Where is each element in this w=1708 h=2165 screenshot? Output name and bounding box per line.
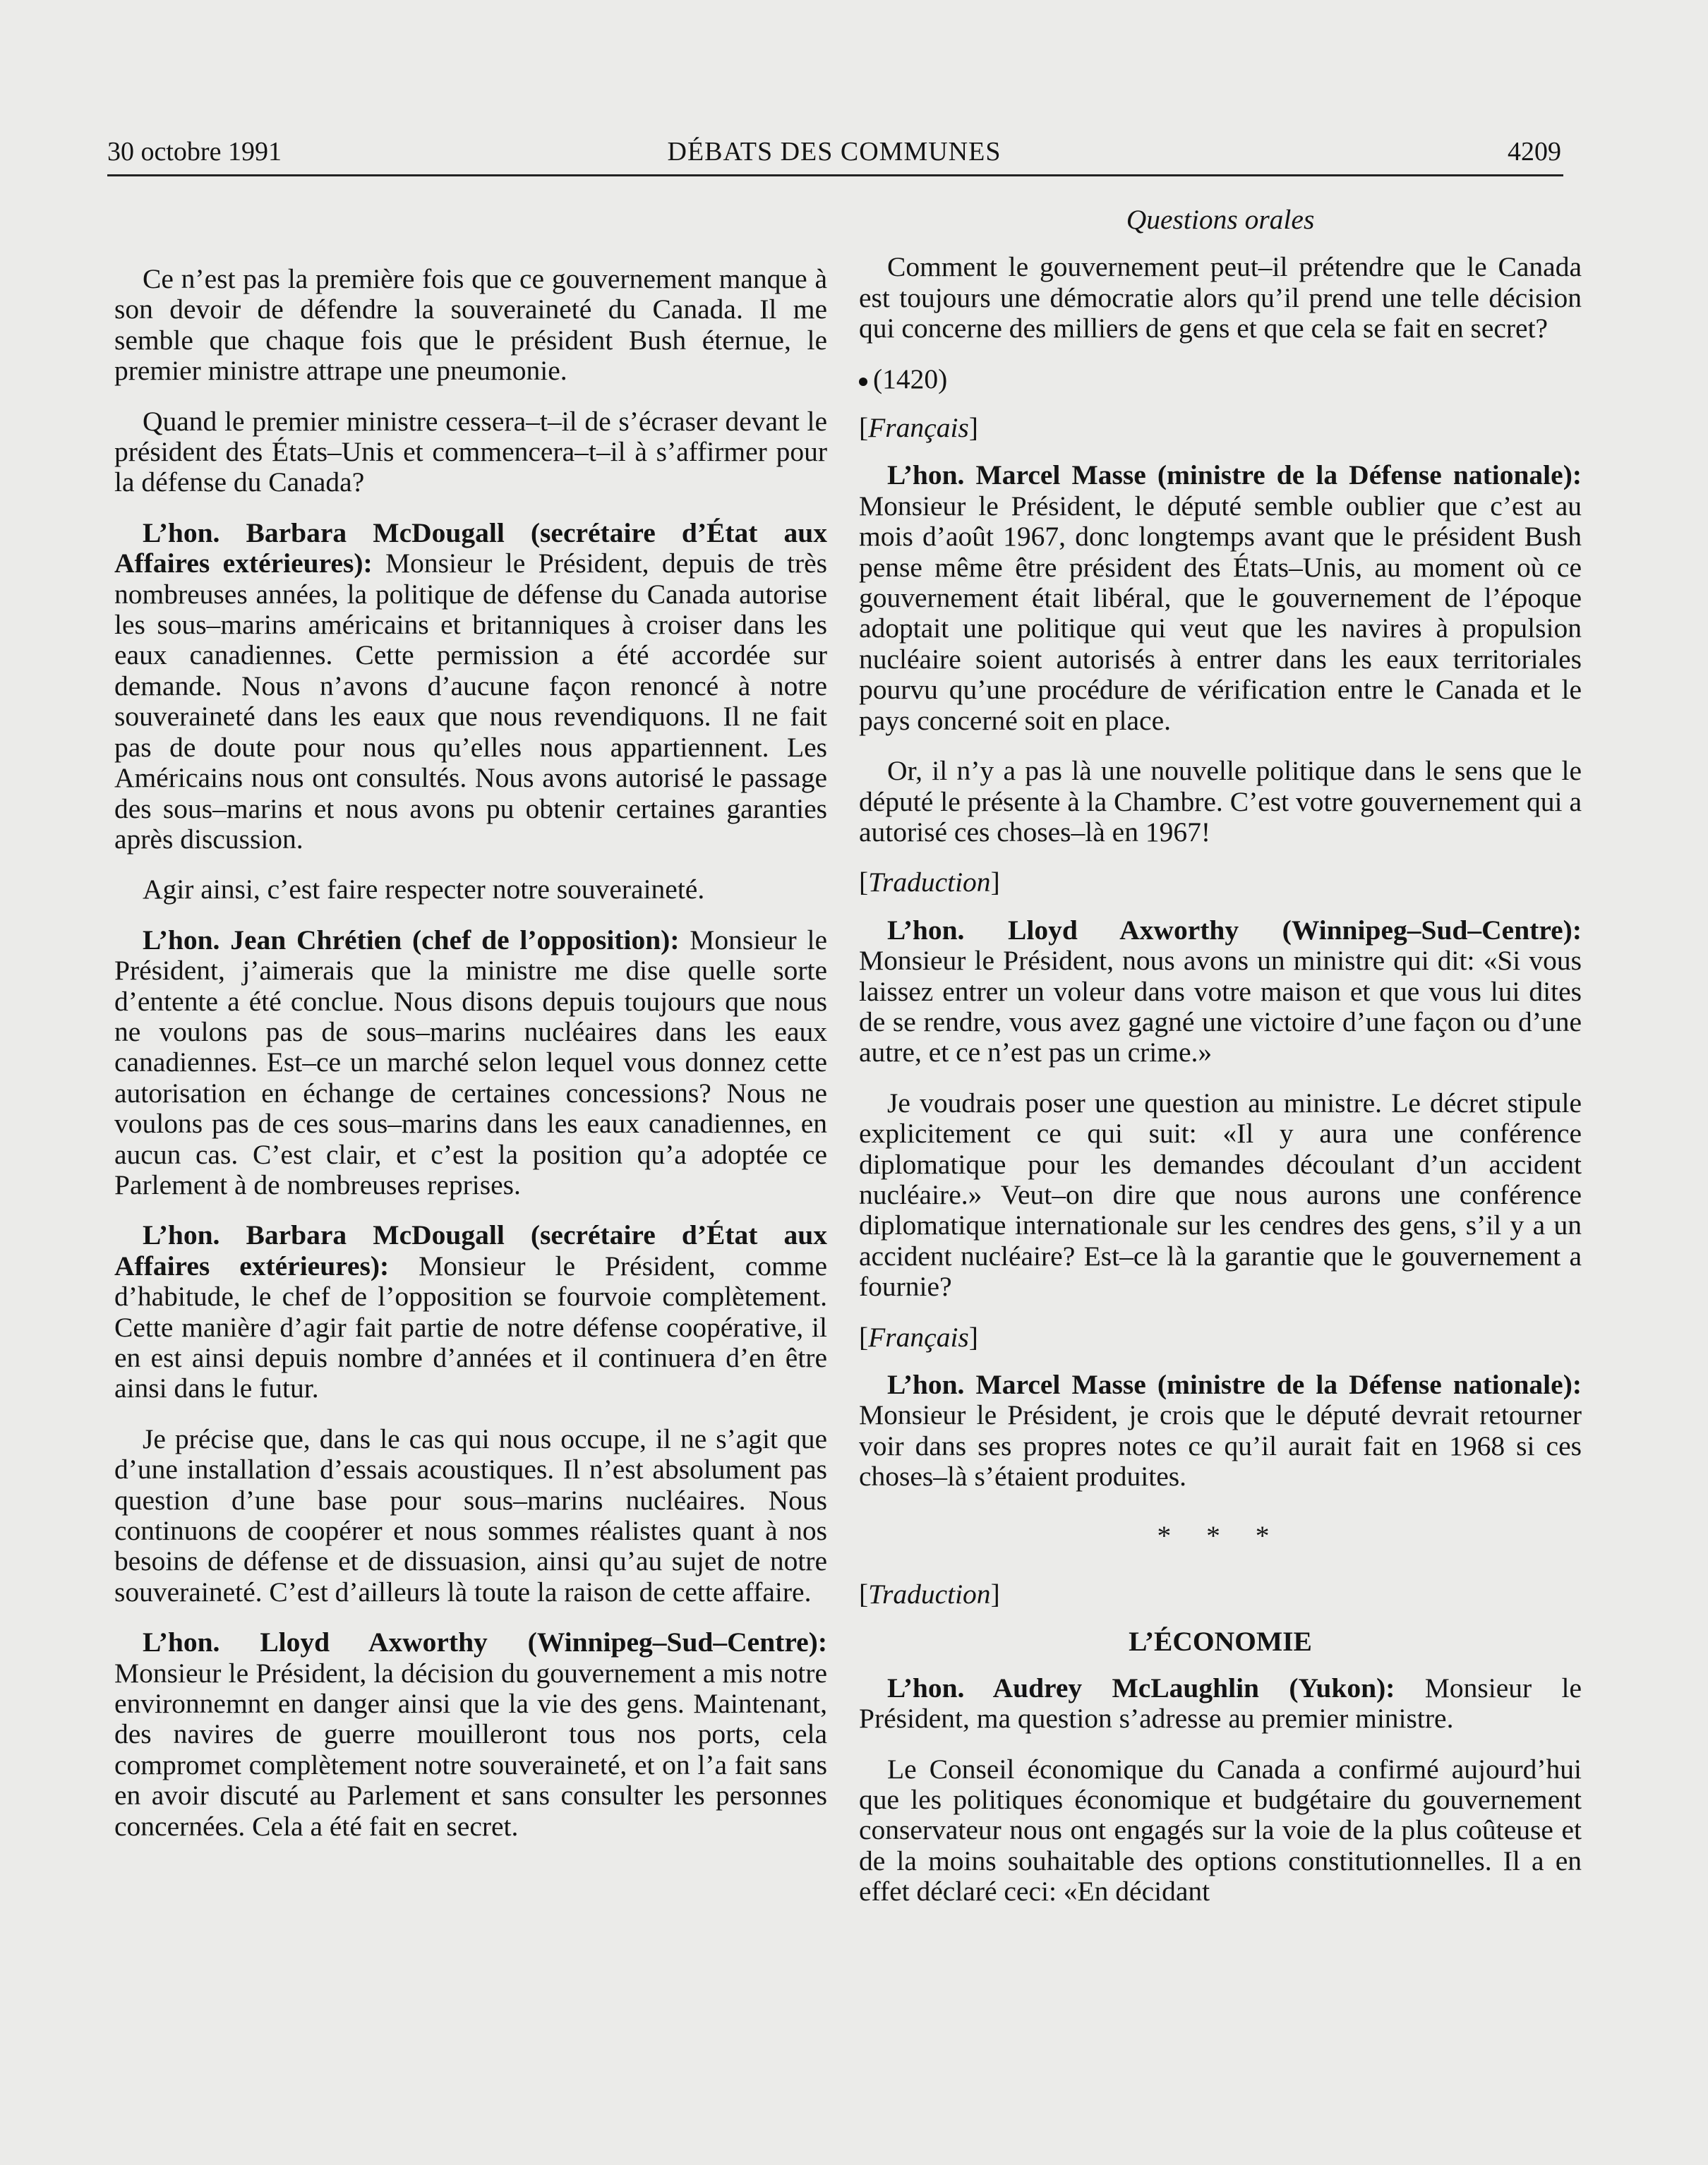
language-label: Français bbox=[868, 412, 969, 444]
time-text: (1420) bbox=[873, 363, 948, 394]
speaker-name: L’hon. Barbara McDougall (secrétaire d’État aux Affaires extérieures): bbox=[114, 1219, 827, 1281]
language-tag: [Français] bbox=[859, 412, 978, 444]
paragraph: Quand le premier ministre cessera–t–il de s’écraser devant le président des États–Unis et commencera–t–il à s’affirmer pour la défense du Canada? bbox=[114, 405, 827, 498]
time-marker bbox=[859, 364, 1582, 394]
page-number: 4209 bbox=[1508, 137, 1561, 167]
page-header bbox=[107, 136, 1561, 179]
speech-text: Monsieur le Président, comme d’habitude, le chef de l’opposition se fourvoie complètement. Cette manière d’agir fait partie de notre défense coopérative, il en est ainsi depuis nombre d’années et il continuera d’en être ainsi dans le futur. bbox=[114, 1250, 827, 1404]
paragraph bbox=[859, 1370, 1582, 1492]
left-column bbox=[114, 264, 827, 1862]
speech-text: Monsieur le Président, ma question s’adresse au premier ministre. bbox=[859, 1672, 1582, 1735]
language-label: Traduction bbox=[868, 867, 991, 898]
speech-text: Monsieur le Président, depuis de très nombreuses années, la politique de défense du Canada autorise les sous–marins américains et britanniques à croiser dans les eaux canadiennes. Cette permission a été accordée sur demande. Nous n’avons d’aucune façon renoncé à notre souveraineté dans les eaux que nous revendiquons. Il ne fait pas de doute pour nous qu’elles nous appartiennent. Les Américains nous ont consultés. Nous avons autorisé le passage des sous–marins et nous avons pu obtenir certaines garanties après discussion. bbox=[114, 548, 827, 855]
bullet-icon bbox=[859, 378, 867, 386]
paragraph: Or, il n’y a pas là une nouvelle politique dans le sens que le député le présente à la Chambre. C’est votre gouvernement qui a autorisé ces choses–là en 1967! bbox=[859, 755, 1582, 848]
speaker-name: L’hon. Lloyd Axworthy (Winnipeg–Sud–Centre): bbox=[887, 914, 1582, 946]
paragraph bbox=[114, 1220, 827, 1404]
speech-text: Monsieur le Président, je crois que le député devrait retourner voir dans ses propres notes ce qu’il aurait fait en 1968 si ces choses–là s’étaient produites. bbox=[859, 1399, 1582, 1492]
speech-text: Monsieur le Président, la décision du gouvernement a mis notre environnemnt en danger ainsi que la vie des gens. Maintenant, des navires de guerre mouilleront tous nos ports, cela compromet complètement notre souveraineté, et on l’a fait sans en avoir discuté au Parlement et sans consulter les personnes concernées. Cela a été fait en secret. bbox=[114, 1657, 827, 1842]
language-tag: [Traduction] bbox=[859, 867, 1000, 898]
paragraph bbox=[114, 1627, 827, 1842]
speaker-name: L’hon. Audrey McLaughlin (Yukon): bbox=[887, 1672, 1395, 1703]
speech-text: Monsieur le Président, j’aimerais que la ministre me dise quelle sorte d’entente a été conclue. Nous disons depuis toujours que nous ne voulons pas de sous–marins nucléaires dans les eaux canadiennes. Est–ce un marché selon lequel vous donnez cette autorisation en échange de certaines concessions? Nous ne voulons pas de ces sous–marins dans les eaux canadiennes, en aucun cas. C’est clair, et c’est la position qu’a adoptée ce Parlement à de nombreuses reprises. bbox=[114, 924, 827, 1200]
paragraph bbox=[859, 915, 1582, 1068]
speaker-name: L’hon. Barbara McDougall (secrétaire d’État aux Affaires extérieures): bbox=[114, 517, 827, 579]
speaker-name: L’hon. Marcel Masse (ministre de la Défense nationale): bbox=[887, 459, 1582, 491]
right-column bbox=[859, 205, 1582, 1927]
speaker-name: L’hon. Lloyd Axworthy (Winnipeg–Sud–Centre): bbox=[143, 1627, 827, 1658]
header-rule bbox=[107, 174, 1563, 176]
paragraph bbox=[114, 518, 827, 855]
language-tag: [Français] bbox=[859, 1321, 978, 1353]
speaker-name: L’hon. Jean Chrétien (chef de l’opposition): bbox=[143, 924, 680, 955]
paragraph bbox=[859, 1673, 1582, 1735]
paragraph: Je précise que, dans le cas qui nous occupe, il ne s’agit que d’une installation d’essais acoustiques. Il n’est absolument pas question d’une base pour sous–marins nucléaires. Nous continuons de coopérer et nous sommes réalistes quant à nos besoins de défense et de dissuasion, ainsi qu’au sujet de notre souveraineté. C’est d’ailleurs là toute la raison de cette affaire. bbox=[114, 1423, 827, 1608]
header-date: 30 octobre 1991 bbox=[107, 137, 282, 167]
language-label: Traduction bbox=[868, 1579, 991, 1610]
paragraph: Agir ainsi, c’est faire respecter notre souveraineté. bbox=[143, 874, 705, 905]
paragraph bbox=[114, 925, 827, 1201]
running-head: Questions orales bbox=[1126, 204, 1315, 235]
paragraph: Je voudrais poser une question au ministre. Le décret stipule explicitement ce qui suit: «Il y aura une conférence diplomatique pour les demandes découlant d’un accident nucléaire.» Veut–on dire que nous aurons une conférence diplomatique internationale sur les cendres des gens, s’il y a un accident nucléaire? Est–ce là la garantie que le gouvernement a fournie? bbox=[859, 1087, 1582, 1303]
section-separator: * * * bbox=[1157, 1519, 1284, 1551]
header-title: DÉBATS DES COMMUNES bbox=[667, 137, 1002, 167]
language-tag: [Traduction] bbox=[859, 1579, 1000, 1610]
paragraph: Ce n’est pas la première fois que ce gouvernement manque à son devoir de défendre la souveraineté du Canada. Il me semble que chaque fois que le président Bush éternue, le premier ministre attrape une pneumonie. bbox=[114, 263, 827, 387]
paragraph: Comment le gouvernement peut–il prétendre que le Canada est toujours une démocratie alors qu’il prend une telle décision qui concerne des milliers de gens et que cela se fait en secret? bbox=[859, 251, 1582, 344]
language-label: Français bbox=[868, 1321, 969, 1353]
paragraph bbox=[859, 460, 1582, 736]
speaker-name: L’hon. Marcel Masse (ministre de la Défense nationale): bbox=[887, 1369, 1582, 1400]
paragraph: Le Conseil économique du Canada a confirmé aujourd’hui que les politiques économique et budgétaire du gouvernement conservateur nous ont engagés sur la voie de la plus coûteuse et de la moins souhaitable des options constitutionnelles. Il a en effet déclaré ceci: «En décidant bbox=[859, 1753, 1582, 1907]
section-title: L’ÉCONOMIE bbox=[1129, 1626, 1312, 1658]
speech-text: Monsieur le Président, le député semble oublier que c’est au mois d’août 1967, donc longtemps avant que le président Bush pense même être président des États–Unis, au moment où ce gouvernement était libéral, que le gouvernement de l’époque adoptait une politique qui veut que les navires à propulsion nucléaire soient autorisés à entrer dans les eaux territoriales pourvu qu’une procédure de vérification entre le Canada et le pays concerné soit en place. bbox=[859, 490, 1582, 736]
speech-text: Monsieur le Président, nous avons un ministre qui dit: «Si vous laissez entrer un voleur dans votre maison et que vous lui dites de se rendre, vous avez gagné une victoire d’une façon ou d’une autre, et ce n’est pas un crime.» bbox=[859, 945, 1582, 1068]
